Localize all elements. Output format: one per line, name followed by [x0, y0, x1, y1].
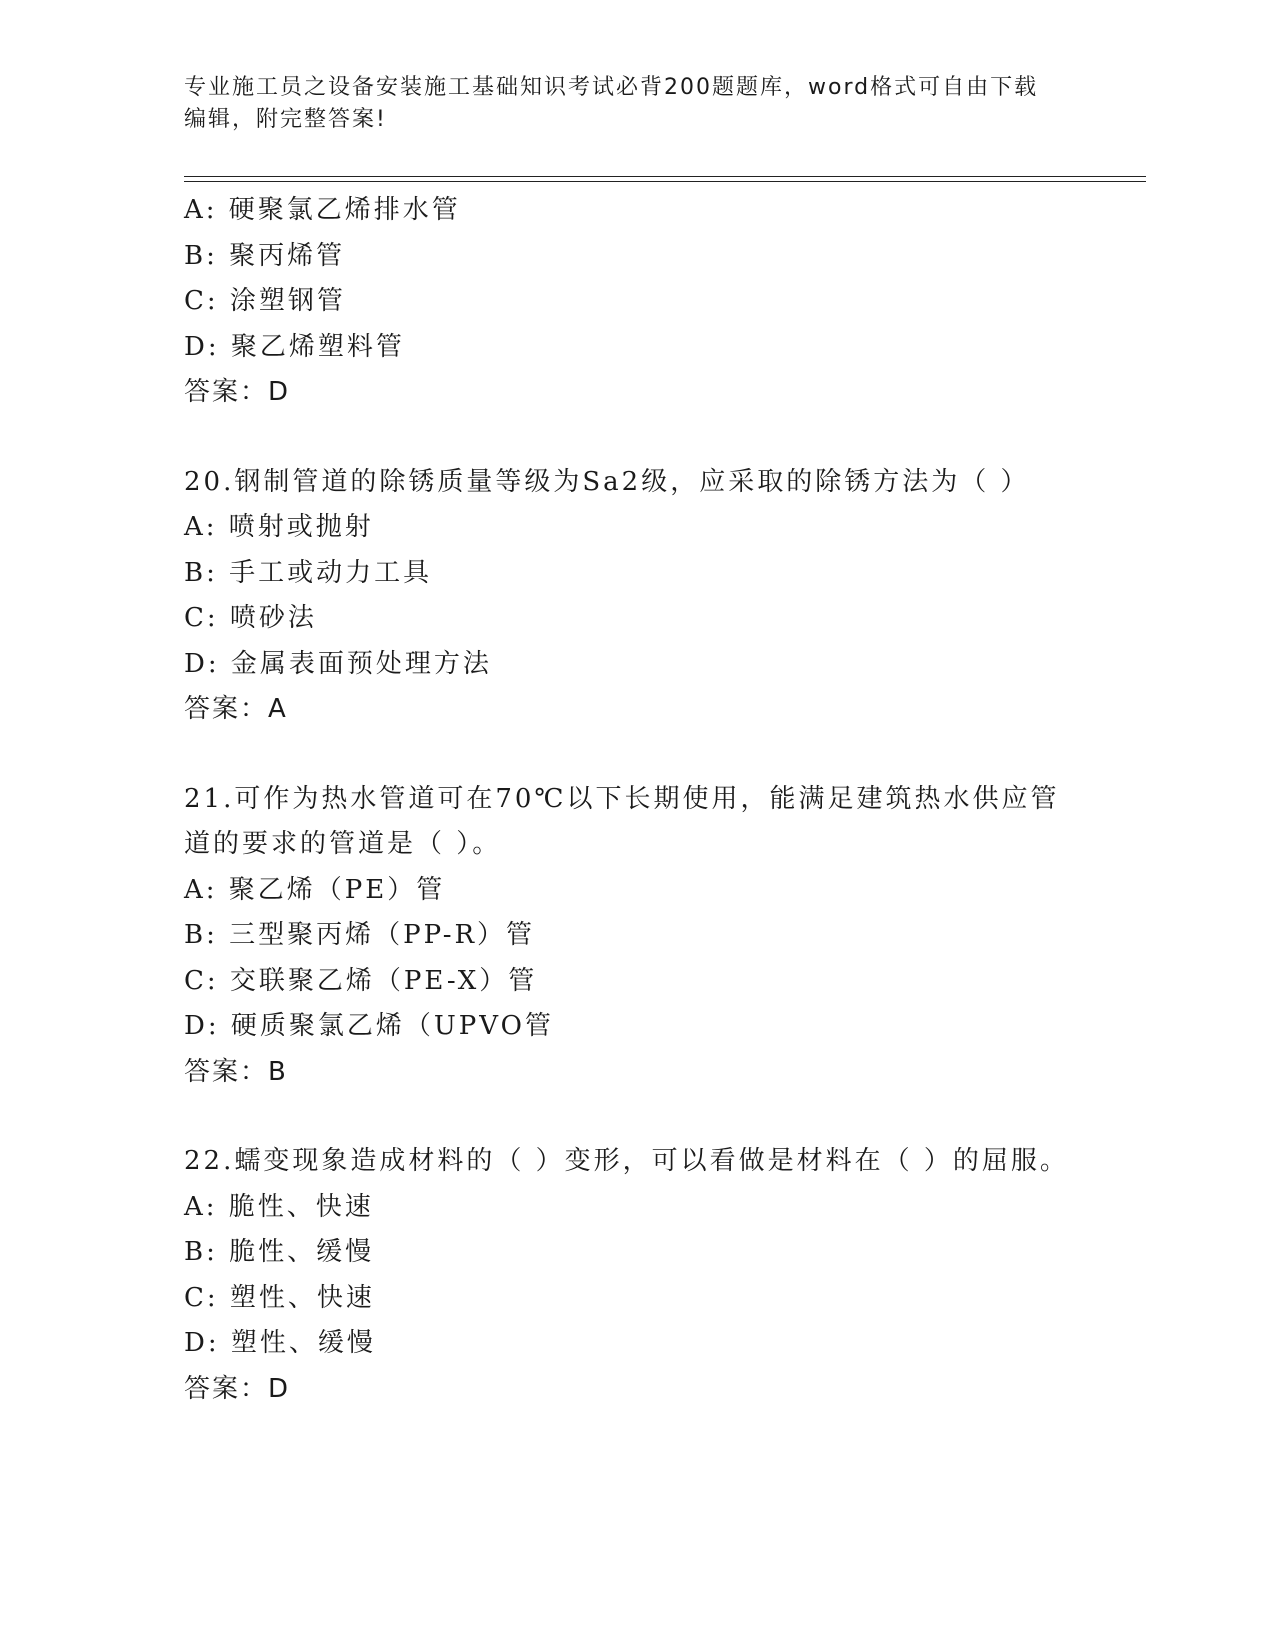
question-19	[184, 188, 1104, 416]
header-divider-top	[184, 176, 1146, 177]
option-b: B: 三型聚丙烯（PP-R）管	[184, 920, 536, 950]
option-a: A: 脆性、快速	[184, 1191, 374, 1222]
option-d: D: 金属表面预处理方法	[184, 648, 492, 679]
option-a: A: 硬聚氯乙烯排水管	[184, 195, 461, 225]
question-text: 22.蠕变现象造成材料的（ ）变形，可以看做是材料在（ ）的屈服。	[184, 1146, 1069, 1176]
question-22	[184, 1139, 1104, 1412]
header-title-line-1: 专业施工员之设备安装施工基础知识考试必背200题题库，word格式可自由下载	[184, 75, 1039, 100]
spacer	[184, 733, 1104, 777]
option-a: A: 聚乙烯（PE）管	[184, 874, 446, 905]
option-c: C: 交联聚乙烯（PE-X）管	[184, 965, 538, 996]
option-a: A: 喷射或抛射	[184, 512, 374, 542]
option-b: B: 手工或动力工具	[184, 557, 433, 588]
answer-label: 答案：D	[184, 1373, 291, 1404]
question-text: 21.可作为热水管道可在70℃以下长期使用，能满足建筑热水供应管道的要求的管道是（ ）。	[184, 783, 1060, 859]
spacer	[184, 1095, 1104, 1139]
answer-label: 答案：A	[184, 694, 288, 724]
option-b: B: 聚丙烯管	[184, 240, 346, 271]
option-c: C: 塑性、快速	[184, 1282, 375, 1313]
header-divider-bottom	[184, 181, 1146, 182]
question-21	[184, 777, 1104, 1096]
question-20	[184, 460, 1104, 733]
option-b: B: 脆性、缓慢	[184, 1237, 375, 1267]
answer-label: 答案：D	[184, 377, 291, 407]
option-c: C: 喷砂法	[184, 603, 317, 633]
question-list	[184, 188, 1104, 1412]
option-c: C: 涂塑钢管	[184, 286, 346, 316]
spacer	[184, 416, 1104, 460]
document-header	[184, 72, 1084, 136]
option-d: D: 聚乙烯塑料管	[184, 331, 405, 362]
option-d: D: 塑性、缓慢	[184, 1328, 376, 1358]
question-text: 20.钢制管道的除锈质量等级为Sa2级，应采取的除锈方法为（ ）	[184, 466, 1030, 497]
option-d: D: 硬质聚氯乙烯（UPVO管	[184, 1011, 554, 1041]
answer-label: 答案：B	[184, 1056, 288, 1087]
header-title-line-2: 编辑，附完整答案!	[184, 107, 387, 132]
